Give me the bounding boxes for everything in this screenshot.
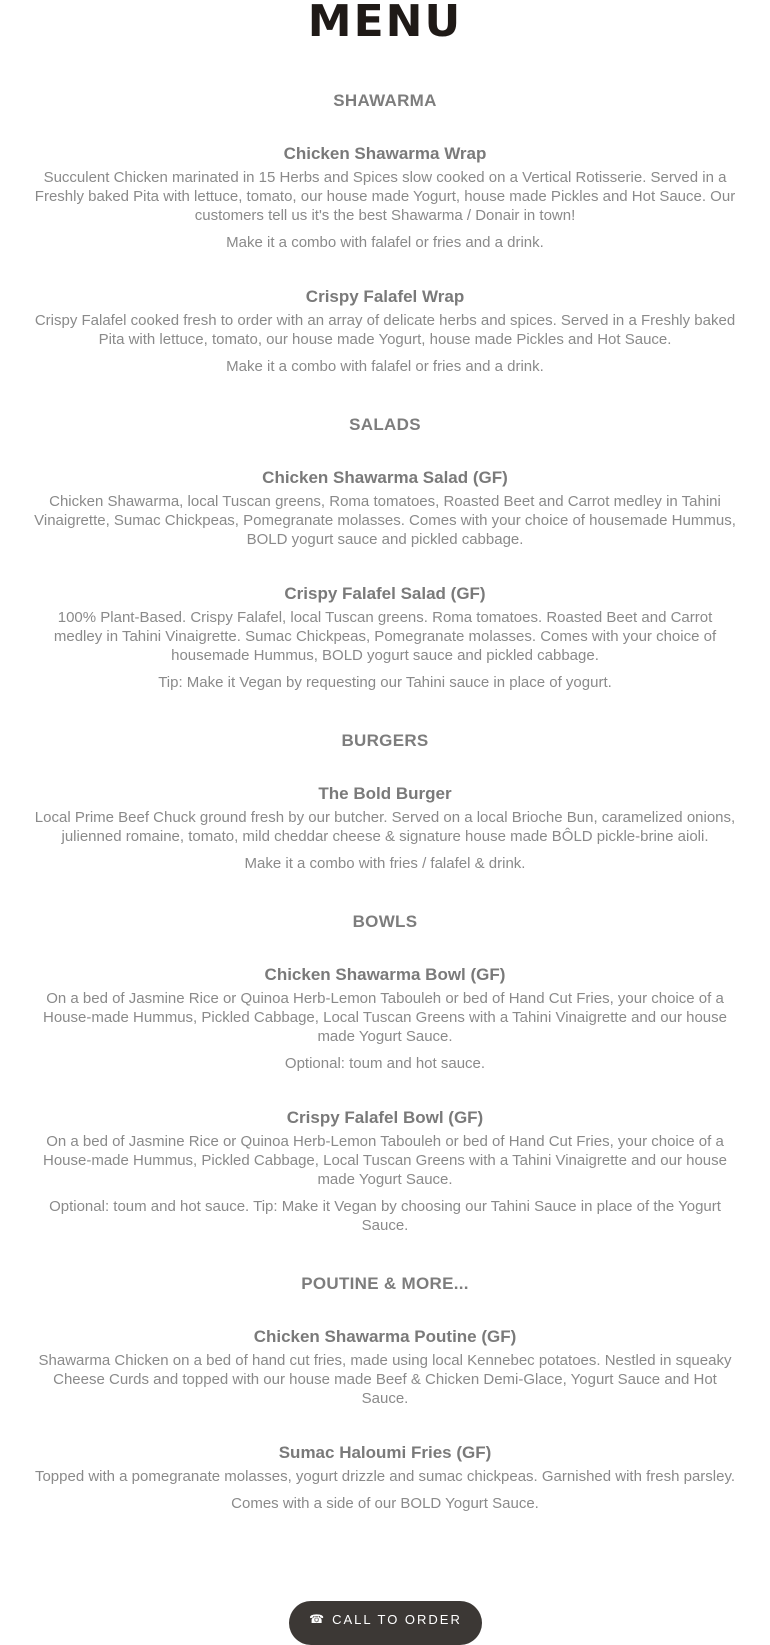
menu-item: [32, 783, 738, 873]
item-name: Chicken Shawarma Poutine (GF): [253, 1327, 517, 1346]
item-note: Comes with a side of our BOLD Yogurt Sauce.: [231, 1495, 539, 1512]
call-to-order-button[interactable]: [289, 1601, 482, 1645]
menu-content: [32, 86, 738, 1547]
item-description: On a bed of Jasmine Rice or Quinoa Herb-Lemon Tabouleh or bed of Hand Cut Fries, your choice of a House-made Hummus, Pickled Cabbage, Local Tuscan Greens with a Tahini Vinaigrette and our house made Yogurt Sauce.: [42, 990, 727, 1045]
item-description: Local Prime Beef Chuck ground fresh by our butcher. Served on a local Brioche Bun, caramelized onions, julienned romaine, tomato, mild cheddar cheese & signature house made BÔLD pickle-brine aioli.: [34, 809, 736, 845]
item-description: Shawarma Chicken on a bed of hand cut fries, made using local Kennebec potatoes. Nestled in squeaky Cheese Curds and topped with our house made Beef & Chicken Demi-Glace, Yogurt Sauce and Hot Sauce.: [38, 1352, 732, 1407]
menu-item: [32, 286, 738, 376]
menu-item: [32, 1107, 738, 1235]
item-name: Chicken Shawarma Wrap: [283, 144, 487, 163]
item-description: On a bed of Jasmine Rice or Quinoa Herb-Lemon Tabouleh or bed of Hand Cut Fries, your choice of a House-made Hummus, Pickled Cabbage, Local Tuscan Greens with a Tahini Vinaigrette and our house made Yogurt Sauce.: [42, 1133, 727, 1188]
item-note: Optional: toum and hot sauce.: [284, 1055, 486, 1072]
item-description: Topped with a pomegranate molasses, yogurt drizzle and sumac chickpeas. Garnished with fresh parsley.: [34, 1468, 736, 1485]
menu-item: [32, 1326, 738, 1408]
item-name: Crispy Falafel Bowl (GF): [286, 1108, 484, 1127]
item-description: Chicken Shawarma, local Tuscan greens, Roma tomatoes, Roasted Beet and Carrot medley in Tahini Vinaigrette, Sumac Chickpeas, Pomegranate molasses. Comes with your choice of housemade Hummus, BOLD yogurt sauce and pickled cabbage.: [34, 493, 736, 548]
menu-item: [32, 1442, 738, 1513]
menu-item: [32, 143, 738, 252]
item-name: Crispy Falafel Salad (GF): [284, 584, 486, 603]
section-poutine-and-more: [32, 1269, 738, 1513]
item-name: Chicken Shawarma Bowl (GF): [264, 965, 506, 984]
section-shawarma: [32, 86, 738, 376]
item-name: Crispy Falafel Wrap: [305, 287, 465, 306]
section-heading: SALADS: [349, 415, 421, 434]
item-note: Make it a combo with falafel or fries and a drink.: [226, 234, 544, 251]
section-heading: POUTINE & MORE...: [301, 1274, 469, 1293]
section-heading: SHAWARMA: [333, 91, 437, 110]
section-salads: [32, 410, 738, 692]
section-heading: BURGERS: [341, 731, 429, 750]
section-heading: BOWLS: [352, 912, 418, 931]
item-name: Sumac Haloumi Fries (GF): [278, 1443, 492, 1462]
section-bowls: [32, 907, 738, 1235]
item-note: Make it a combo with fries / falafel & drink.: [244, 855, 526, 872]
menu-item: [32, 583, 738, 692]
item-note: Tip: Make it Vegan by requesting our Tahini sauce in place of yogurt.: [158, 674, 612, 691]
menu-item: [32, 964, 738, 1073]
item-description: Succulent Chicken marinated in 15 Herbs and Spices slow cooked on a Vertical Rotisserie. Served in a Freshly baked Pita with lettuce, tomato, our house made Yogurt, house made Pickles and Hot Sauce. Our customers tell us it's the best Shawarma / Donair in town!: [34, 169, 736, 224]
item-name: Chicken Shawarma Salad (GF): [262, 468, 508, 487]
page-title: MENU: [307, 0, 463, 47]
call-to-order-label: CALL TO ORDER: [332, 1612, 462, 1627]
section-burgers: [32, 726, 738, 873]
item-description: 100% Plant-Based. Crispy Falafel, local Tuscan greens. Roma tomatoes. Roasted Beet and Carrot medley in Tahini Vinaigrette. Sumac Chickpeas, Pomegranate molasses. Comes with your choice of housemade Hummus, BOLD yogurt sauce and pickled cabbage.: [53, 609, 717, 664]
item-description: Crispy Falafel cooked fresh to order with an array of delicate herbs and spices. Served in a Freshly baked Pita with lettuce, tomato, our house made Yogurt, house made Pickles and Hot Sauce.: [34, 312, 736, 348]
item-name: The Bold Burger: [318, 784, 452, 803]
phone-icon: ☎: [309, 1612, 327, 1626]
menu-item: [32, 467, 738, 549]
item-note: Optional: toum and hot sauce. Tip: Make it Vegan by choosing our Tahini Sauce in place of the Yogurt Sauce.: [49, 1198, 721, 1234]
item-note: Make it a combo with falafel or fries and a drink.: [226, 358, 544, 375]
